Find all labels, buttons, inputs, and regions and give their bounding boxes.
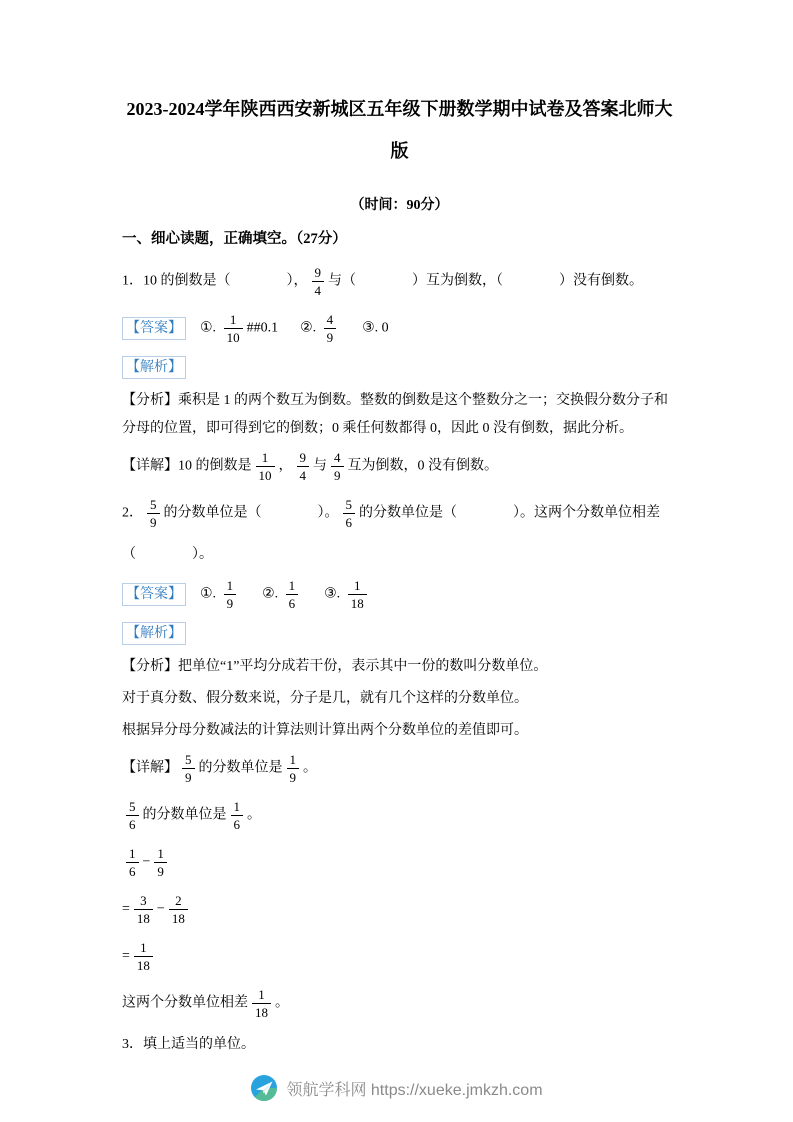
detail-text: 。 <box>247 807 261 823</box>
fraction-numerator: 1 <box>286 577 299 595</box>
question-2-blank: （ ）。 <box>122 547 213 562</box>
fraction-numerator: 1 <box>134 939 153 957</box>
detail-text: 。 <box>303 760 317 776</box>
fraction-numerator: 9 <box>297 449 310 467</box>
fraction <box>287 751 300 786</box>
question-3 <box>122 1031 677 1059</box>
fraction <box>154 845 167 880</box>
fraction-denominator: 10 <box>258 468 272 483</box>
fraction <box>256 449 275 484</box>
site-logo-icon <box>250 1074 278 1102</box>
fraction-denominator: 18 <box>171 911 185 926</box>
detail-text: 的分数单位是 <box>198 760 283 776</box>
fraction-denominator: 18 <box>350 596 364 611</box>
fraction-numerator: 1 <box>224 311 243 329</box>
question-2-analysis-tag-row <box>122 622 677 645</box>
fraction-numerator: 4 <box>324 311 337 329</box>
document-title: 2023-2024学年陕西西安新城区五年级下册数学期中试卷及答案北师大版 <box>126 99 673 161</box>
fraction-denominator: 18 <box>136 958 150 973</box>
fraction-numerator: 3 <box>134 892 153 910</box>
fraction <box>126 798 139 833</box>
fraction-denominator: 6 <box>233 817 240 832</box>
equals-operator: = <box>122 948 130 964</box>
answer-part-label: ①. <box>200 320 220 336</box>
fraction <box>182 751 195 786</box>
fraction-denominator: 9 <box>226 596 234 611</box>
fraction-numerator: 5 <box>182 751 195 769</box>
answer-tag: 【答案】 <box>122 583 186 606</box>
fraction <box>224 577 237 612</box>
fraction-numerator: 1 <box>154 845 167 863</box>
fraction-numerator: 5 <box>126 798 139 816</box>
fraction <box>134 939 153 974</box>
question-2-detail-line-2 <box>122 796 677 835</box>
detail-text: 互为倒数，0 没有倒数。 <box>347 458 498 474</box>
fraction <box>343 496 356 531</box>
question-2-answer-row <box>122 575 677 614</box>
question-1-answer-row <box>122 309 677 348</box>
equals-operator: = <box>122 901 130 917</box>
fraction-denominator: 6 <box>288 596 296 611</box>
fraction-denominator: 18 <box>255 1005 268 1020</box>
question-1-detail <box>122 447 677 486</box>
question-2-text-continued <box>122 541 677 569</box>
fraction <box>147 496 160 531</box>
fraction-denominator: 9 <box>150 515 157 530</box>
question-2-analysis-text-1: 【分析】把单位“1”平均分成若干份，表示其中一份的数叫分数单位。 <box>122 659 548 674</box>
fraction-denominator: 9 <box>157 864 164 879</box>
question-3-text: 3．填上适当的单位。 <box>122 1037 255 1052</box>
fraction <box>169 892 188 927</box>
question-2-detail-line-1 <box>122 749 677 788</box>
fraction <box>231 798 244 833</box>
question-2-detail-line-3 <box>122 843 677 882</box>
fraction-denominator: 18 <box>136 911 150 926</box>
question-1-analysis-tag-row <box>122 356 677 379</box>
question-2-number: 2． <box>122 505 143 521</box>
detail-text: 【详解】10 的倒数是 <box>122 458 252 474</box>
answer-part-label: ②. <box>262 586 282 602</box>
section-1-header: 一、细心读题，正确填空。（27分） <box>122 231 347 247</box>
fraction-numerator: 1 <box>231 798 244 816</box>
footer-site-text: 领航学科网 https://xueke.jmkzh.com <box>286 1081 543 1099</box>
question-2-analysis-text-3: 根据异分母分数减法的计算法则计算出两个分数单位的差值即可。 <box>122 723 528 738</box>
fraction-denominator: 9 <box>185 770 192 785</box>
analysis-tag: 【解析】 <box>122 622 186 645</box>
fraction-denominator: 9 <box>289 770 296 785</box>
question-2-detail-line-4 <box>122 890 677 929</box>
fraction-numerator: 1 <box>252 986 271 1004</box>
question-2-detail-line-6 <box>122 984 677 1023</box>
fraction-denominator: 4 <box>299 468 306 483</box>
footer <box>0 1074 793 1102</box>
minus-operator: − <box>142 854 151 870</box>
fraction <box>126 845 139 880</box>
fraction-denominator: 6 <box>129 817 136 832</box>
fraction-denominator: 9 <box>334 468 341 483</box>
fraction-numerator: 1 <box>224 577 237 595</box>
fraction <box>348 577 367 612</box>
fraction <box>324 311 337 346</box>
time-note: （时间：90分） <box>350 198 449 213</box>
answer-part-label: ①. <box>200 586 220 602</box>
fraction-numerator: 2 <box>169 892 188 910</box>
fraction-numerator: 9 <box>312 264 325 282</box>
fraction-denominator: 9 <box>326 330 334 345</box>
fraction-denominator: 6 <box>129 864 136 879</box>
question-2 <box>122 494 677 533</box>
question-1 <box>122 262 677 301</box>
analysis-tag: 【解析】 <box>122 356 186 379</box>
fraction <box>297 449 310 484</box>
fraction <box>286 577 299 612</box>
fraction <box>224 311 243 346</box>
detail-text: 【详解】 <box>122 760 178 776</box>
question-1-analysis-text: 【分析】乘积是 1 的两个数互为倒数。整数的倒数是这个整数分之一；交换假分数分子和分母的位置，即可得到它的倒数；0 乘任何数都得 0，因此 0 没有倒数，据此分析。 <box>122 393 668 436</box>
question-2-text: 的分数单位是（ ）。 <box>163 505 339 521</box>
question-1-text-post: 与（ ）互为倒数，（ ）没有倒数。 <box>328 273 643 289</box>
answer-part-label: ③. <box>324 586 344 602</box>
fraction-denominator: 6 <box>345 515 352 530</box>
fraction-numerator: 1 <box>256 449 275 467</box>
answer-part-label: ②. <box>300 320 320 336</box>
fraction <box>312 264 325 299</box>
detail-text: 与 <box>313 458 327 474</box>
fraction-numerator: 1 <box>126 845 139 863</box>
question-2-analysis-text-2: 对于真分数、假分数来说，分子是几，就有几个这样的分数单位。 <box>122 691 528 706</box>
fraction-numerator: 5 <box>147 496 160 514</box>
fraction-numerator: 1 <box>287 751 300 769</box>
fraction <box>331 449 344 484</box>
fraction-denominator: 10 <box>226 330 240 345</box>
detail-text: 的分数单位是 <box>142 807 227 823</box>
fraction <box>134 892 153 927</box>
fraction <box>252 986 271 1021</box>
fraction-numerator: 1 <box>348 577 367 595</box>
answer-part-value: ##0.1 <box>246 320 279 336</box>
fraction-numerator: 4 <box>331 449 344 467</box>
question-2-text: 的分数单位是（ ）。这两个分数单位相差 <box>359 505 660 521</box>
fraction-denominator: 4 <box>314 283 321 298</box>
fraction-numerator: 5 <box>343 496 356 514</box>
question-2-detail-line-5 <box>122 937 677 976</box>
detail-text: 。 <box>275 995 289 1011</box>
minus-operator: − <box>156 901 165 917</box>
answer-tag: 【答案】 <box>122 317 186 340</box>
detail-text: ， <box>278 458 293 474</box>
question-1-text-pre: 1．10 的倒数是（ ）， <box>122 273 308 289</box>
answer-part-value: ③. 0 <box>362 320 389 336</box>
detail-text: 这两个分数单位相差 <box>122 995 248 1011</box>
